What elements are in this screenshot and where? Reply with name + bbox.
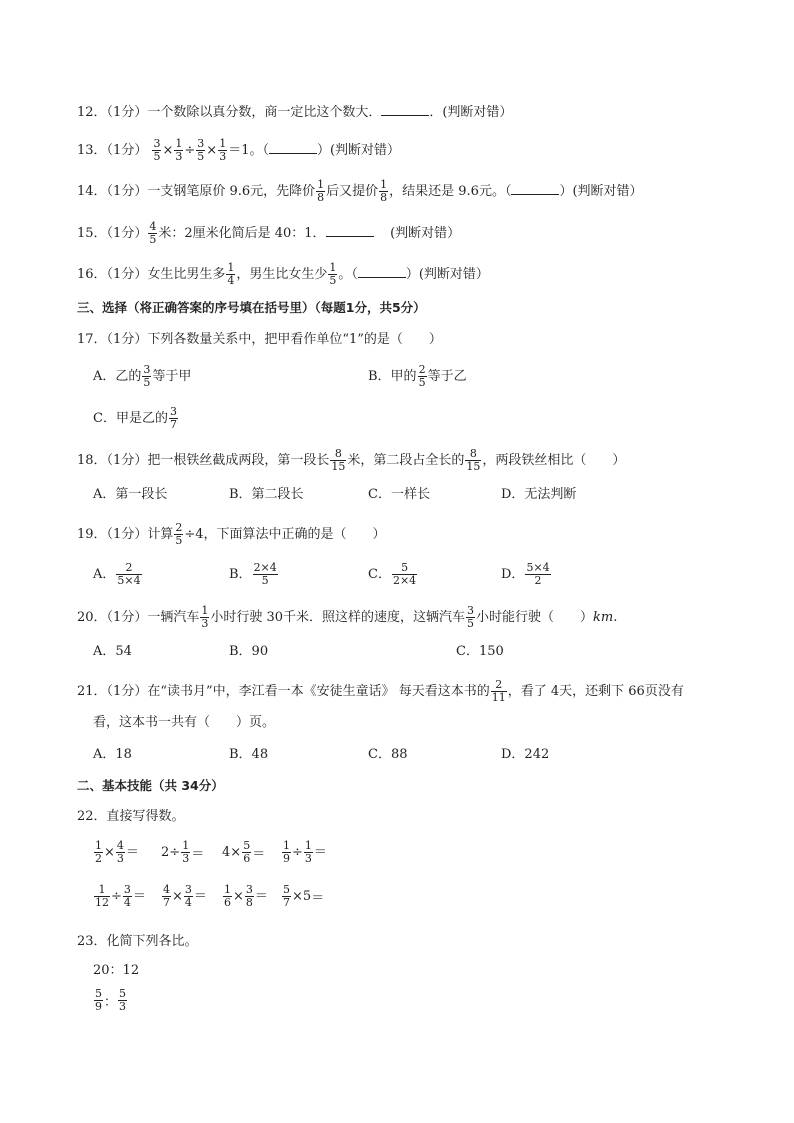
section-heading-basic-skills: 二、基本技能（共 34分） bbox=[77, 778, 224, 793]
exercise-item: $\frac{1}{2}$ × $\frac{4}{3}$ ＝ bbox=[95, 839, 139, 865]
exercise-item: $\frac{1}{12}$ ÷ $\frac{3}{4}$ ＝ bbox=[95, 883, 146, 909]
question-20: 20．（1分）一辆汽车 $\frac{1}{3}$ 小时行驶 30千米．照这样的速度，这辆汽车 $\frac{3}{5}$ 小时能行驶（ ）km. bbox=[77, 604, 618, 630]
fraction: $\frac{3}{5}$ bbox=[197, 137, 205, 163]
q20-option-a[interactable]: A．54 bbox=[93, 644, 132, 659]
exercise-item: 2÷ $\frac{1}{3}$ ＝ bbox=[161, 839, 205, 865]
operator: × bbox=[206, 143, 218, 158]
q19-option-a[interactable]: A． $\frac{2}{5\times 4}$ bbox=[93, 561, 141, 587]
fraction: $\frac{2}{11}$ bbox=[491, 678, 506, 704]
question-16 bbox=[77, 262, 489, 287]
section-heading-choice: 三、选择（将正确答案的序号填在括号里）（每题1分，共5分） bbox=[77, 300, 426, 315]
exercise-item: $\frac{5}{7}$ ×5＝ bbox=[283, 883, 325, 909]
operator: ÷ bbox=[184, 143, 196, 158]
q19-option-b[interactable]: B． $\frac{2\times 4}{5}$ bbox=[229, 561, 277, 587]
q14-mid: 后又提价 bbox=[326, 184, 379, 199]
ratio-item: $\frac{5}{9}$ ： $\frac{5}{3}$ bbox=[95, 987, 127, 1013]
fraction: $\frac{3}{5}$ bbox=[467, 604, 475, 630]
question-21-line2: 看，这本书一共有（ ）页。 bbox=[93, 715, 276, 730]
fraction: $\frac{3}{5}$ bbox=[153, 137, 161, 163]
q16-prefix: 16．（1分）女生比男生多 bbox=[77, 267, 226, 282]
answer-blank[interactable] bbox=[511, 182, 559, 195]
question-21: 21．（1分）在“读书月”中，李江看一本《安徒生童话》 每天看这本书的 $\frac{2}{11}$ ，看了 4天，还剩下 66页没有 bbox=[77, 678, 684, 704]
exercise-item: $\frac{1}{9}$ ÷ $\frac{1}{3}$ ＝ bbox=[283, 839, 327, 865]
fraction: $\frac{1}{5}$ bbox=[329, 261, 337, 287]
ratio-item: 20：12 bbox=[93, 963, 140, 978]
exercise-item: 4× $\frac{5}{6}$ ＝ bbox=[222, 839, 266, 865]
operator: × bbox=[162, 143, 174, 158]
answer-blank[interactable] bbox=[326, 224, 374, 237]
q16-end: ）(判断对错） bbox=[405, 267, 489, 282]
exercise-item: $\frac{1}{6}$ × $\frac{3}{8}$ ＝ bbox=[224, 883, 268, 909]
question-12 bbox=[77, 103, 512, 122]
q20-option-b[interactable]: B．90 bbox=[229, 644, 269, 659]
exercise-item: $\frac{4}{7}$ × $\frac{3}{4}$ ＝ bbox=[163, 883, 207, 909]
q17-option-b[interactable]: B．甲的 $\frac{2}{5}$ 等于乙 bbox=[368, 363, 467, 389]
answer-blank[interactable] bbox=[358, 265, 406, 278]
fraction: $\frac{1}{3}$ bbox=[219, 137, 227, 163]
q17-option-c[interactable]: C．甲是乙的 $\frac{3}{7}$ bbox=[93, 405, 177, 431]
question-23: 23．化简下列各比。 bbox=[77, 934, 198, 949]
q15-end: (判断对错） bbox=[390, 226, 461, 241]
question-14 bbox=[77, 179, 643, 204]
fraction: $\frac{1}{8}$ bbox=[380, 178, 388, 204]
q18-option-a[interactable]: A．第一段长 bbox=[93, 487, 168, 502]
q18-option-b[interactable]: B．第二段长 bbox=[229, 487, 304, 502]
q14-prefix: 14．（1分）一支钢笔原价 9.6元，先降价 bbox=[77, 184, 316, 199]
q16-suffix: 。（ bbox=[338, 267, 358, 282]
question-13 bbox=[77, 138, 400, 163]
q13-end: ）(判断对错） bbox=[316, 143, 401, 158]
fraction: $\frac{4}{5}$ bbox=[149, 220, 157, 246]
q20-option-c[interactable]: C．150 bbox=[456, 644, 504, 659]
q15-prefix: 15．（1分） bbox=[77, 226, 148, 241]
q14-end: ）(判断对错） bbox=[559, 184, 643, 199]
q17-option-a[interactable]: A．乙的 $\frac{3}{5}$ 等于甲 bbox=[93, 363, 192, 389]
unit-km: km bbox=[593, 610, 614, 625]
question-17: 17．（1分）下列各数量关系中，把甲看作单位“1”的是（ ） bbox=[77, 332, 442, 347]
q21-option-d[interactable]: D．242 bbox=[501, 747, 550, 762]
fraction: $\frac{1}{3}$ bbox=[175, 137, 183, 163]
q18-option-d[interactable]: D．无法判断 bbox=[501, 487, 577, 502]
fraction: $\frac{8}{15}$ bbox=[466, 447, 481, 473]
q19-option-d[interactable]: D． $\frac{5\times 4}{2}$ bbox=[501, 561, 550, 587]
q19-option-c[interactable]: C． $\frac{5}{2\times 4}$ bbox=[368, 561, 417, 587]
q13-suffix: ＝1。（ bbox=[228, 143, 269, 158]
q21-option-a[interactable]: A．18 bbox=[93, 747, 132, 762]
q18-option-c[interactable]: C．一样长 bbox=[368, 487, 430, 502]
question-22: 22．直接写得数。 bbox=[77, 809, 185, 824]
q14-suffix: ，结果还是 9.6元。（ bbox=[389, 184, 512, 199]
q21-option-c[interactable]: C．88 bbox=[368, 747, 408, 762]
question-15 bbox=[77, 221, 460, 246]
q12-text: 12．（1分）一个数除以真分数，商一定比这个数大． bbox=[77, 105, 382, 120]
q12-tail: ．(判断对错） bbox=[429, 105, 513, 120]
fraction: $\frac{1}{8}$ bbox=[317, 178, 325, 204]
fraction: $\frac{8}{15}$ bbox=[331, 447, 346, 473]
fraction: $\frac{1}{3}$ bbox=[201, 604, 209, 630]
fraction: $\frac{2}{5}$ bbox=[175, 521, 183, 547]
fraction: $\frac{1}{4}$ bbox=[227, 261, 235, 287]
q13-prefix: 13．（1分） bbox=[77, 143, 148, 158]
q21-option-b[interactable]: B．48 bbox=[229, 747, 269, 762]
answer-blank[interactable] bbox=[269, 141, 317, 154]
question-18: 18．（1分）把一根铁丝截成两段，第一段长 $\frac{8}{15}$ 米，第二段占全长的 $\frac{8}{15}$ ，两段铁丝相比（ ） bbox=[77, 447, 626, 473]
question-19: 19．（1分）计算 $\frac{2}{5}$ ÷4，下面算法中正确的是（ ） bbox=[77, 521, 386, 547]
q16-mid: ，男生比女生少 bbox=[236, 267, 328, 282]
answer-blank[interactable] bbox=[381, 103, 429, 116]
q15-text: 米：2厘米化简后是 40：1． bbox=[158, 226, 326, 241]
